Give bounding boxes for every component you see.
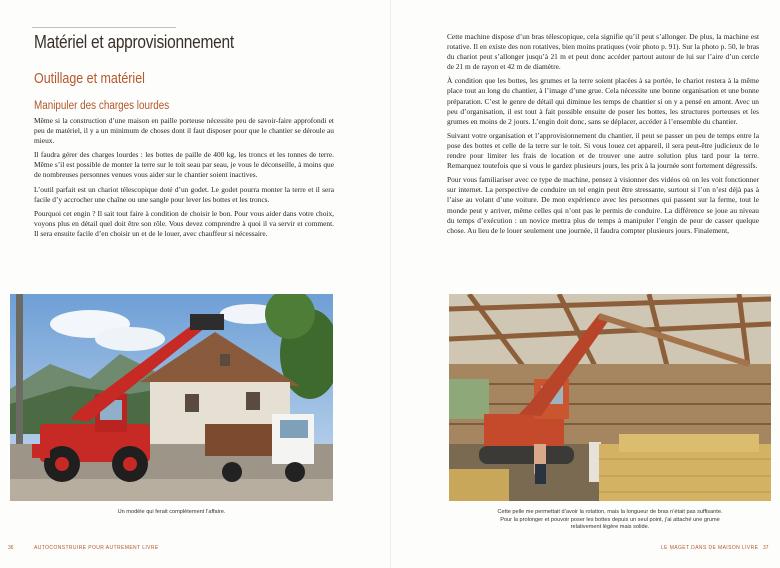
subsection-title: Manipuler des charges lourdes xyxy=(34,100,170,112)
caption-line: Cette pelle me permettait d’avoir la rotation, mais la longueur de bras n’était pas suffisante. xyxy=(497,509,723,515)
paragraph: Pourquoi cet engin ? Il sait tout faire à condition de choisir le bon. Pour vous aider dans votre choix, voyons plus en détail quel doit être son rôle. Vous devez comprendre à quoi il va servir et comment. Il sera ensuite facile d’en choisir un et de le louer, avec chauffeur si nécessaire. xyxy=(34,208,334,238)
page-number: 36 xyxy=(8,545,14,551)
right-body-text xyxy=(447,32,759,240)
paragraph: À condition que les bottes, les grumes et la terre soient placées à sa portée, le chariot restera à la même place tout au long du chantier, à l’image d’une grue. Cela nécessite une bonne organisation et une bonne préparation. C’est le genre de détail qui diminue les temps de chantier si on y a pensé en amont. Avec un peu d’organisation, il est tout à fait possible ensuite de poser les bottes, les structures porteuses et les grumes en moins de 2 jours. L’engin doit donc, sans se déplacer, accéder à l’ensemble du chantier. xyxy=(447,76,759,126)
chapter-title: Matériel et approvisionnement xyxy=(34,32,234,52)
caption-line: Pour la prolonger et pouvoir poser les bottes depuis un seul point, j’ai attaché une grume xyxy=(500,516,720,523)
caption-line: relativement légère mais solide. xyxy=(570,524,650,531)
telehandler-house-photo xyxy=(10,294,333,501)
running-footer: AUTOCONSTRUIRE POUR AUTREMENT LIVRE xyxy=(34,545,159,551)
section-title: Outillage et matériel xyxy=(34,71,145,87)
running-footer: LE MAGET DANS DE MAISON LIVRE xyxy=(661,545,759,551)
paragraph: L’outil parfait est un chariot télescopique doté d’un godet. Le godet pourra monter la terre et il sera facile d’y accrocher une chaîne ou une sangle pour lever les bottes et les troncs. xyxy=(34,184,334,204)
photo-caption: Un modèle qui ferait complètement l’affaire. xyxy=(117,509,226,515)
left-body-text xyxy=(34,116,334,243)
paragraph: Pour vous familiariser avec ce type de machine, pensez à visionner des vidéos où on les voit fonctionner sur internet. La perspective de conduire un tel engin peut être stressante, surtout si l’on n’est déjà pas à l’aise au volant d’une voiture. De mon expérience avec les personnes qui passent sur la ferme, tout le monde peut y arriver, même celles qui n’ont pas le permis de conduire. La différence se joue au niveau du temps d’exécution : un novice mettra plus de temps à manipuler l’engin de peur de casser quelque chose. Au lieu de le louer seulement une journée, il faudra compter plusieurs jours. Finalement, xyxy=(447,175,759,235)
paragraph: Suivant votre organisation et l’approvisionnement du chantier, il peut se passer un peu de temps entre la pose des bottes et celle de la terre sur le toit. Si vous louez cet appareil, il sera peut-être judicieux de le rendre pour limiter les frais de location et de trouver une autre solution plus tard pour la terre. Remarquez toutefois que si vous le gardez plusieurs jours, les prix à la journée sont fortement dégressifs. xyxy=(447,130,759,171)
right-page xyxy=(390,0,780,568)
photo-caption xyxy=(449,509,771,532)
paragraph: Même si la construction d’une maison en paille porteuse nécessite peu de savoir-faire approfondi et peu de matériel, il y a un minimum de choses dont il faut disposer pour que le chantier se déroule au mieux. xyxy=(34,116,334,146)
paragraph: Cette machine dispose d’un bras télescopique, cela signifie qu’il peut s’allonger. De plus, la machine est rotative. Il en existe des non rotatives, bien moins pratiques (voir photo p. 91). Sur la photo p. 50, le bras du chariot peut s’allonger jusqu’à 21 m et peut donc accéder partout autour de lui sur l’aire d’un cercle de 21 m de rayon et 42 m de diamètre. xyxy=(447,32,759,72)
paragraph: Il faudra gérer des charges lourdes : les bottes de paille de 400 kg, les troncs et les tonnes de terre. Même s’il est possible de monter la terre sur le toit seau par seau, je vous le déconseille, à moins que de nombreuses personnes venues vous aider sur le chantier soient inactives. xyxy=(34,150,334,180)
excavator-barn-photo xyxy=(449,294,771,501)
top-rule xyxy=(32,27,176,28)
page-number: 37 xyxy=(763,545,769,551)
